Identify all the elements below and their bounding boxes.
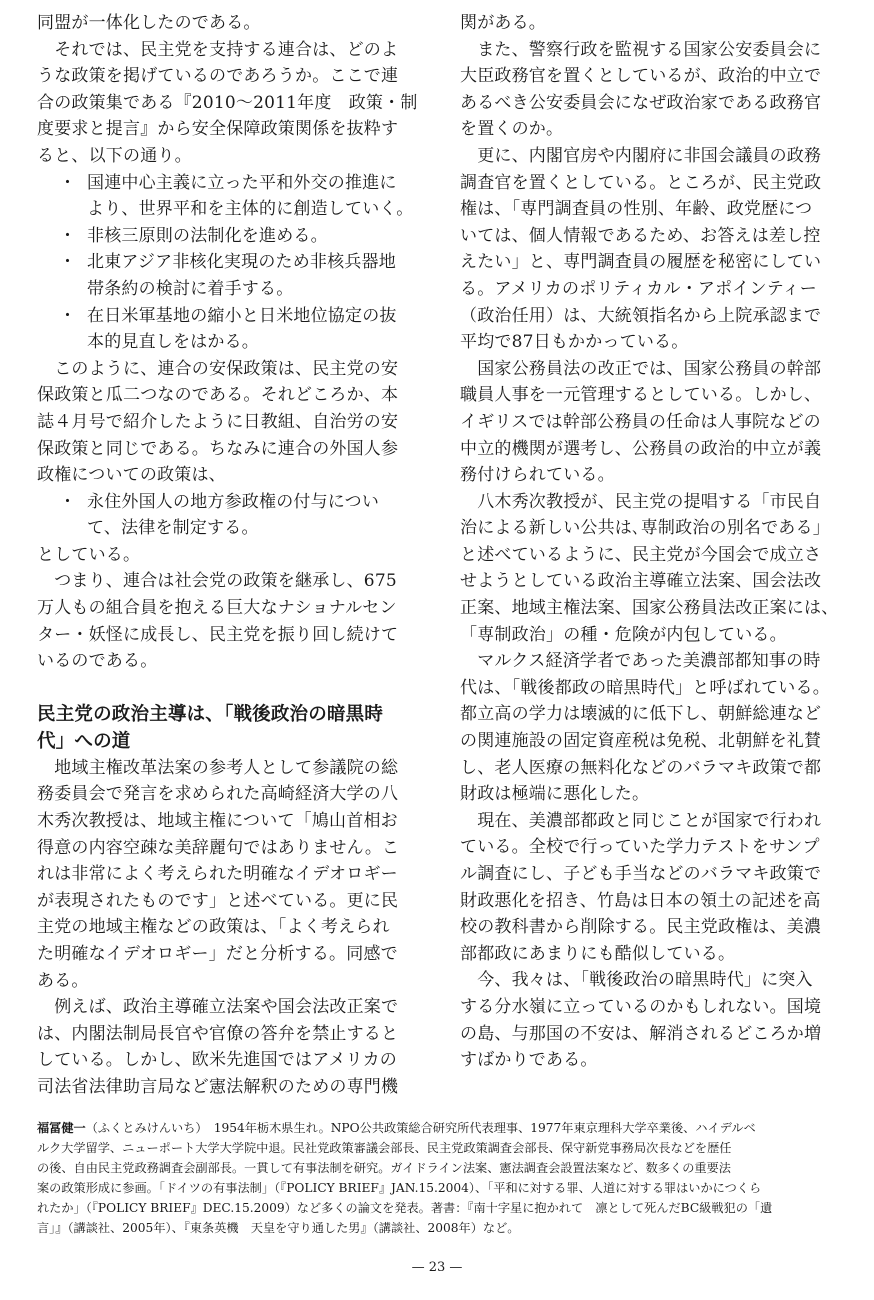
policy-list [37,170,425,356]
bullet-mark: ・ [59,491,77,512]
right-column [460,10,840,1074]
paragraph: このように、連合の安保政策は、民主党の安 保政策と瓜二つなのである。それどころか、本 誌４月号で紹介したように日教組、自治労の安 保政策と同じである。ちなみに連合の外国人参 政権についての政策は、 [37,358,399,486]
list-item [37,489,425,542]
paragraph: 同盟が一体化したのである。 それでは、民主党を支持する連合は、どのよ うな政策を掲げているのであろうか。ここで連 合の政策集である『2010〜2011年度 政策・制 度要求と提言』から安全保障政策関係を抜粋す ると、以下の通り。 [37,13,418,166]
list-item-text: 在日米軍基地の縮小と日米地位協定の抜 本的見直しをはかる。 [87,305,397,353]
list-item-text: 永住外国人の地方参政権の付与につい て、法律を制定する。 [87,491,380,539]
list-item [37,303,425,356]
list-item [37,170,425,223]
list-item [37,249,425,302]
policy-list [37,489,425,542]
paragraph: としている。 つまり、連合は社会党の政策を継承し、675 万人もの組合員を抱える巨大なナショナルセン ター・妖怪に成長し、民主党を振り回し続けて いるのである。 [37,544,399,672]
section-heading: 民主党の政治主導は、「戦後政治の暗黒時 代」への道 [37,703,384,752]
author-bio [37,1118,837,1238]
list-item [37,223,425,250]
paragraph: 地域主権改革法案の参考人として参議院の総 務委員会で発言を求められた高崎経済大学の八 木秀次教授は、地域主権について「鳩山首相お 得意の内容空疎な美辞麗句ではありません。こ れは非常によく考えられた明確なイデオロギー が表現されたものです」と述べている。更に民 主党の地域主権などの政策は、「よく考えられ た明確なイデオロギー」だと分析する。同感で ある。 例えば、政治主導確立法案や国会法改正案で は、内閣法制局長官や官僚の答弁を禁止すると している。しかし、欧米先進国ではアメリカの 司法省法律助言局など憲法解釈のための専門機 [37,757,400,1097]
bullet-mark: ・ [59,252,77,273]
page-number: — 23 — [411,1260,463,1275]
list-item-text: 北東アジア非核化実現のため非核兵器地 帯条約の検討に着手する。 [87,252,396,299]
author-name: 福冨健一 [37,1121,86,1135]
author-bio-text: （ふくとみけんいち） 1954年栃木県生れ。NPO公共政策総合研究所代表理事、1977年東京理科大学卒業後、ハイデルベ ルク大学留学、ニューポート大学大学院中退。民社党政策審議会部長、民主党政策調査会部長、保守新党事務局次長などを歴任 の後、自由民主党政務調査会副部長。一貫して有事法制を研究。ガイドライン法案、憲法調査会設置法案など、数多くの重要法 案の政策形成に参画。「ドイツの有事法制」（『POLICY BRIEF』JAN.15.2004）、「平和に対する罪、人道に対する罪はいかにつくら れたか」（『POLICY BRIEF』DEC.15.2009）など多くの論文を発表。著書：『南十字星に抱かれて 凛として死んだBC級戦犯の「遺 言」』（講談社、2005年）、『東条英機 天皇を守り通した男』（講談社、2008年）など。 [37,1121,773,1235]
list-item-text: 非核三原則の法制化を進める。 [87,225,328,246]
bullet-mark: ・ [59,172,77,193]
left-column [37,10,425,1101]
bullet-mark: ・ [59,225,77,246]
list-item-text: 国連中心主義に立った平和外交の推進に より、世界平和を主体的に創造していく。 [87,172,414,220]
paragraph: 関がある。 また、警察行政を監視する国家公安委員会に 大臣政務官を置くとしているが、政治的中立で あるべき公安委員会になぜ政治家である政務官 を置くのか。 更に、内閣官房や内閣府に非国会議員の政務 調査官を置くとしている。ところが、民主党政 権は、「専門調査員の性別、年齢、政党歴につ いては、個人情報であるため、お答えは差し控 えたい」と、専門調査員の履歴を秘密にしてい る。アメリカのポリティカル・アポインティー （政治任用）は、大統領指名から上院承認まで 平均で87日もかかっている。 国家公務員法の改正では、国家公務員の幹部 職員人事を一元管理するとしている。しかし、 イギリスでは幹部公務員の任命は人事院などの 中立的機関が選考し、公務員の政治的中立が義 務付けられている。 八木秀次教授が、民主党の提唱する「市民自 治による新しい公共は､専制政治の別名である」 と述べているように、民主党が今国会で成立さ せようとしている政治主導確立法案、国会法改 正案、地域主権法案、国家公務員法改正案には、 「専制政治」の種・危険が内包している。 マルクス経済学者であった美濃部都知事の時 代は、「戦後都政の暗黒時代」と呼ばれている。 都立高の学力は壊滅的に低下し、朝鮮総連など の関連施設の固定資産税は免税、北朝鮮を礼賛 し、老人医療の無料化などのバラマキ政策で都 財政は極端に悪化した。 現在、美濃部都政と同じことが国家で行われ ている。全校で行っていた学力テストをサンプ ル調査にし、子ども手当などのバラマキ政策で 財政悪化を招き、竹島は日本の領土の記述を高 校の教科書から削除する。民主党政権は、美濃 部都政にあまりにも酷似している。 今、我々は、「戦後政治の暗黒時代」に突入 する分水嶺に立っているのかもしれない。国境 の島、与那国の不安は、解消されるどころか増 すばかりである。 [460,13,839,1071]
bullet-mark: ・ [59,305,77,326]
